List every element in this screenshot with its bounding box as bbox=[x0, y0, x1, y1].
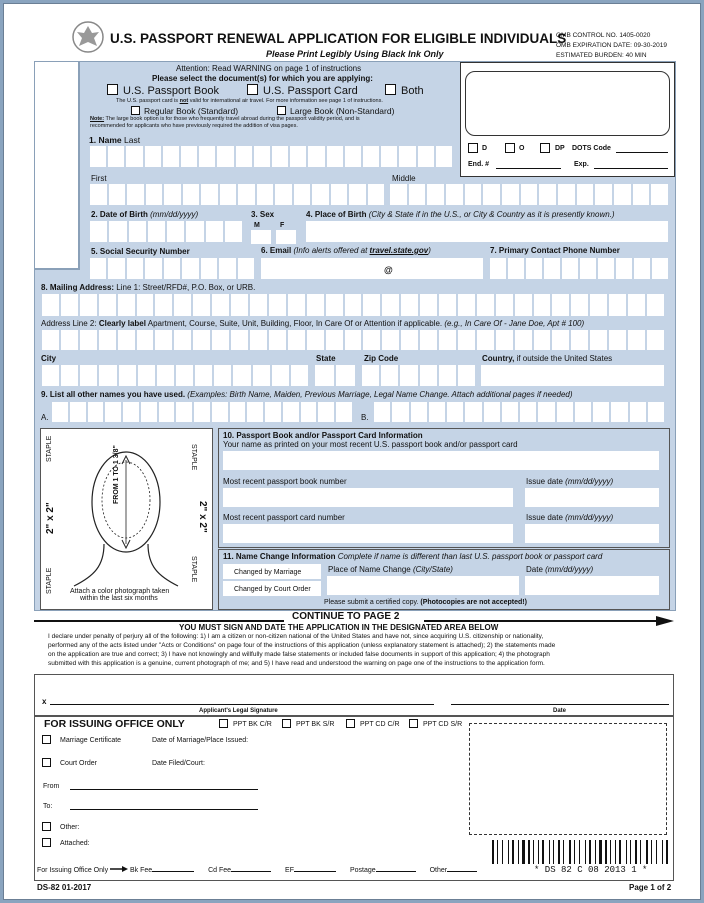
exp-label: Exp. bbox=[574, 161, 589, 168]
certified-copy-note: Please submit a certified copy. (Photocopies are not accepted!) bbox=[324, 599, 527, 606]
city-label: City bbox=[41, 354, 57, 363]
changed-by-marriage-label: Changed by Marriage bbox=[234, 569, 302, 576]
signature-date-label: Date bbox=[553, 708, 567, 714]
middle-name-label: Middle bbox=[392, 174, 416, 183]
fee-line: For Issuing Office Only Bk Fee Cd Fee EF Postage Other bbox=[37, 866, 477, 874]
state-input[interactable] bbox=[315, 365, 355, 386]
dob-input[interactable] bbox=[90, 221, 242, 242]
city-input[interactable] bbox=[42, 365, 308, 386]
large-book-checkbox[interactable] bbox=[277, 106, 286, 115]
address-line2-label: Address Line 2: Clearly label Apartment, Course, Suite, Unit, Building, Floor, In Care Of or Attention if applicable. (e.g., In Care Of - Jane Doe, Apt # 100) bbox=[41, 319, 585, 328]
ssn-label: 5. Social Security Number bbox=[91, 247, 190, 256]
to-line[interactable] bbox=[70, 809, 258, 810]
card-issue-date-label: Issue date (mm/dd/yyyy) bbox=[526, 513, 614, 522]
omb-expiration: OMB EXPIRATION DATE: 09-30-2019 bbox=[556, 42, 668, 49]
place-of-birth-label: 4. Place of Birth (City & State if in the U.S., or City & Country as it is presently known.) bbox=[306, 210, 615, 219]
country-input[interactable] bbox=[481, 365, 664, 386]
other-name-b-label: B. bbox=[361, 413, 369, 422]
sex-m-label: M bbox=[254, 222, 260, 229]
q10-label: 10. Passport Book and/or Passport Card Information bbox=[223, 431, 423, 440]
form-page bbox=[3, 3, 701, 900]
ppt-cd-sr-label: PPT CD S/R bbox=[423, 721, 463, 728]
name-change-date-label: Date (mm/dd/yyyy) bbox=[526, 565, 594, 574]
q10-subtitle: Your name as printed on your most recent U.S. passport book and/or passport card bbox=[223, 440, 518, 449]
email-at-sign: @ bbox=[384, 265, 393, 275]
declaration-line-4: submitted with this application is a genuine, current photograph of me; and 5) I have read and understood the warning on page one of the instructions to the application form. bbox=[48, 660, 545, 667]
office-d-label: D bbox=[482, 145, 488, 152]
phone-input[interactable] bbox=[490, 258, 668, 279]
both-label: Both bbox=[401, 85, 424, 97]
book-issue-date-label: Issue date (mm/dd/yyyy) bbox=[526, 477, 614, 486]
from-line[interactable] bbox=[70, 789, 258, 790]
staple-label-tr: STAPLE bbox=[190, 444, 197, 471]
book-number-input[interactable] bbox=[223, 488, 513, 507]
dob-label: 2. Date of Birth (mm/dd/yyyy) bbox=[91, 210, 199, 219]
end-label: End. # bbox=[468, 161, 490, 168]
first-name-input[interactable] bbox=[90, 184, 384, 205]
mailing-address-label: 8. Mailing Address: Line 1: Street/RFD#, P.O. Box, or URB. bbox=[41, 283, 256, 292]
office-d-checkbox[interactable] bbox=[468, 143, 478, 153]
sex-f-box[interactable] bbox=[276, 230, 296, 244]
other-name-a-input[interactable] bbox=[52, 402, 352, 422]
continue-to-page-2: CONTINUE TO PAGE 2 bbox=[292, 611, 400, 622]
card-issue-date-input[interactable] bbox=[525, 524, 659, 543]
staple-label-tl: STAPLE bbox=[46, 435, 53, 462]
zip-label: Zip Code bbox=[364, 354, 399, 363]
form-title: U.S. PASSPORT RENEWAL APPLICATION FOR ELIGIBLE INDIVIDUALS bbox=[110, 31, 567, 46]
ppt-bk-cr-checkbox[interactable] bbox=[219, 719, 228, 728]
office-stamp-box bbox=[465, 71, 670, 136]
state-label: State bbox=[316, 354, 336, 363]
photo-head-size: FROM 1 TO 1 3/8" bbox=[113, 445, 120, 504]
ppt-cd-cr-checkbox[interactable] bbox=[346, 719, 355, 728]
from-label: From bbox=[43, 783, 60, 790]
ssn-input[interactable] bbox=[90, 258, 254, 279]
regular-book-label: Regular Book (Standard) bbox=[144, 106, 239, 116]
court-order-checkbox[interactable] bbox=[42, 758, 51, 767]
staple-label-bl: STAPLE bbox=[46, 567, 53, 594]
select-documents-text: Please select the document(s) for which you are applying: bbox=[152, 74, 373, 83]
ppt-bk-cr-label: PPT BK C/R bbox=[233, 721, 272, 728]
barcode-text: * DS 82 C 08 2013 1 * bbox=[534, 865, 648, 875]
ppt-cd-cr-label: PPT CD C/R bbox=[360, 721, 400, 728]
place-name-change-input[interactable] bbox=[327, 576, 519, 595]
staple-label-br: STAPLE bbox=[190, 556, 197, 583]
office-dp-label: DP bbox=[555, 145, 565, 152]
book-number-label: Most recent passport book number bbox=[223, 477, 347, 486]
first-name-label: First bbox=[91, 174, 107, 183]
email-input[interactable] bbox=[261, 258, 483, 279]
place-name-change-label: Place of Name Change (City/State) bbox=[328, 565, 453, 574]
declaration-line-2: performed any of the acts listed under "Acts or Conditions" on page four of the instructions of this application (unless explanatory statement is attached); 2) the statements made bbox=[48, 642, 556, 649]
phone-label: 7. Primary Contact Phone Number bbox=[490, 246, 620, 255]
previous-name-input[interactable] bbox=[223, 451, 659, 470]
court-order-label: Court Order bbox=[60, 760, 97, 767]
declaration-title: YOU MUST SIGN AND DATE THE APPLICATION IN THE DESIGNATED AREA BELOW bbox=[179, 623, 499, 632]
passport-book-checkbox[interactable] bbox=[107, 84, 118, 95]
office-o-checkbox[interactable] bbox=[505, 143, 515, 153]
place-of-birth-input[interactable] bbox=[306, 221, 668, 242]
ppt-bk-sr-label: PPT BK S/R bbox=[296, 721, 335, 728]
declaration-line-3: on the application are true and correct; 3) I have not knowingly and willfully made false statements or included false documents in support of this application; 4) the photograph bbox=[48, 651, 550, 658]
book-issue-date-input[interactable] bbox=[525, 488, 659, 507]
marriage-certificate-label: Marriage Certificate bbox=[60, 737, 122, 744]
card-number-input[interactable] bbox=[223, 524, 513, 543]
large-book-note: Note: The large book option is for those who frequently travel abroad during the passport validity period, and is bbox=[90, 116, 360, 122]
email-label: 6. Email (Info alerts offered at travel.state.gov) bbox=[261, 246, 431, 255]
middle-name-input[interactable] bbox=[390, 184, 668, 205]
ppt-cd-sr-checkbox[interactable] bbox=[409, 719, 418, 728]
address-line1-input[interactable] bbox=[42, 294, 664, 316]
q1-label: 1. Name Last bbox=[89, 135, 141, 145]
large-book-note-2: recommended for applicants who have previously required the addition of visa pages. bbox=[90, 123, 298, 129]
date-line[interactable] bbox=[451, 704, 669, 705]
signature-line[interactable] bbox=[50, 704, 434, 705]
card-note: The U.S. passport card is not valid for international air travel. For more information see page 1 of instructions. bbox=[116, 98, 383, 104]
issuing-stamp-box bbox=[469, 723, 667, 835]
date-filed-label: Date Filed/Court: bbox=[152, 760, 205, 767]
signature-label: Applicant's Legal Signature bbox=[199, 708, 278, 714]
country-label: Country, if outside the United States bbox=[482, 354, 613, 363]
issuing-office-title: FOR ISSUING OFFICE ONLY bbox=[44, 718, 185, 730]
other-checkbox[interactable] bbox=[42, 822, 51, 831]
large-book-label: Large Book (Non-Standard) bbox=[290, 106, 395, 116]
passport-card-checkbox[interactable] bbox=[247, 84, 258, 95]
omb-control-number: OMB CONTROL NO. 1405-0020 bbox=[556, 32, 651, 39]
dots-code-label: DOTS Code bbox=[572, 145, 611, 152]
photo-size-left: 2" x 2" bbox=[45, 502, 56, 534]
form-number: DS-82 01-2017 bbox=[37, 883, 92, 892]
attention-text: Attention: Read WARNING on page 1 of instructions bbox=[176, 64, 362, 73]
photo-size-right: 2" x 2" bbox=[197, 501, 208, 533]
other-names-label: 9. List all other names you have used. (Examples: Birth Name, Maiden, Previous Marriage, Legal Name Change. Attach additional pages if needed) bbox=[41, 390, 573, 399]
marriage-certificate-checkbox[interactable] bbox=[42, 735, 51, 744]
address-line2-input[interactable] bbox=[42, 330, 664, 350]
both-checkbox[interactable] bbox=[385, 84, 396, 95]
photo-caption-2: within the last six months bbox=[80, 595, 158, 602]
q11-label: 11. Name Change Information Complete if name is different than last U.S. passport book or passport card bbox=[223, 552, 603, 561]
estimated-burden: ESTIMATED BURDEN: 40 MIN bbox=[556, 52, 647, 59]
name-change-date-input[interactable] bbox=[525, 576, 659, 595]
changed-by-court-label: Changed by Court Order bbox=[234, 586, 311, 593]
other-label: Other: bbox=[60, 824, 80, 831]
sex-f-label: F bbox=[280, 222, 285, 229]
passport-book-label: U.S. Passport Book bbox=[123, 85, 219, 97]
signature-x: x bbox=[42, 697, 47, 706]
photo-caption-1: Attach a color photograph taken bbox=[70, 588, 170, 595]
sex-label: 3. Sex bbox=[251, 210, 275, 219]
attached-checkbox[interactable] bbox=[42, 838, 51, 847]
other-name-a-label: A. bbox=[41, 413, 49, 422]
date-of-marriage-label: Date of Marriage/Place Issued: bbox=[152, 737, 249, 744]
page-number: Page 1 of 2 bbox=[629, 883, 672, 892]
attached-label: Attached: bbox=[60, 840, 90, 847]
card-number-label: Most recent passport card number bbox=[223, 513, 345, 522]
last-name-input[interactable] bbox=[90, 146, 452, 167]
arrow-right-icon bbox=[110, 866, 128, 874]
declaration-line-1: I declare under penalty of perjury all of the following: 1) I am a citizen or non-citizen national of the United States and have not, since acquiring U.S. citizenship or nationality, bbox=[48, 633, 544, 640]
to-label: To: bbox=[43, 803, 53, 810]
head-outline-icon bbox=[64, 436, 189, 594]
zip-input[interactable] bbox=[362, 365, 475, 386]
ppt-bk-sr-checkbox[interactable] bbox=[282, 719, 291, 728]
state-department-seal-icon bbox=[71, 20, 105, 54]
office-dp-checkbox[interactable] bbox=[540, 143, 550, 153]
form-subtitle: Please Print Legibly Using Black Ink Only bbox=[266, 49, 444, 59]
barcode bbox=[492, 840, 668, 864]
passport-card-label: U.S. Passport Card bbox=[263, 85, 358, 97]
other-name-b-input[interactable] bbox=[374, 402, 664, 422]
sex-m-box[interactable] bbox=[251, 230, 271, 244]
regular-book-checkbox[interactable] bbox=[131, 106, 140, 115]
office-o-label: O bbox=[519, 145, 525, 152]
